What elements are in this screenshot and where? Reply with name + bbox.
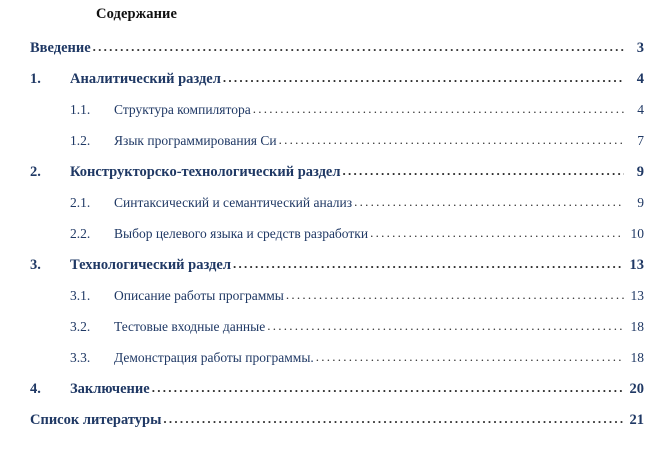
toc-leader [152,380,624,397]
toc-entry[interactable] [30,257,644,288]
toc-entry-number: 2.1. [70,195,91,210]
toc-entry-page: 18 [630,350,644,365]
toc-entry-label: Структура компилятора [114,102,251,117]
toc-entry[interactable] [30,288,644,319]
toc-entry-page: 3 [636,40,644,56]
table-of-contents [0,40,666,443]
toc-leader [286,287,624,303]
toc-entry-page: 13 [629,257,644,273]
toc-entry-number: 3. [30,257,41,273]
toc-entry-page: 4 [637,102,644,117]
toc-entry-label: Аналитический раздел [70,71,221,87]
toc-entry-label: Тестовые входные данные [114,319,266,334]
page-title: Содержание [96,6,178,22]
toc-entry-label: Введение [30,40,91,56]
toc-entry[interactable] [30,381,644,412]
toc-entry-label: Технологический раздел [70,257,231,273]
toc-entry-label: Заключение [70,381,150,397]
toc-leader [267,318,624,334]
toc-entry-number: 1.2. [70,133,91,148]
toc-leader [253,101,624,117]
toc-leader [163,411,624,428]
toc-leader [370,225,624,241]
toc-entry-page: 13 [630,288,644,303]
toc-entry[interactable] [30,350,644,381]
toc-entry-number: 3.2. [70,319,91,334]
toc-entry-number: 2. [30,164,41,180]
toc-entry[interactable] [30,40,644,71]
toc-entry[interactable] [30,133,644,164]
toc-entry-page: 9 [637,195,644,210]
toc-entry[interactable] [30,319,644,350]
toc-entry-label: Демонстрация работы программы. [114,350,314,365]
toc-leader [279,132,624,148]
toc-entry-number: 4. [30,381,41,397]
toc-entry-page: 10 [630,226,644,241]
toc-leader [233,256,624,273]
toc-entry-page: 18 [630,319,644,334]
toc-entry[interactable] [30,195,644,226]
toc-entry-number: 3.1. [70,288,91,303]
toc-entry[interactable] [30,71,644,102]
toc-entry-number: 1.1. [70,102,91,117]
toc-leader [354,194,624,210]
toc-entry[interactable] [30,102,644,133]
toc-entry-page: 20 [629,381,644,397]
toc-entry-number: 1. [30,71,41,87]
toc-entry-page: 9 [636,164,644,180]
toc-entry-label: Конструкторско-технологический раздел [70,164,341,180]
toc-leader [93,39,624,56]
toc-leader [316,349,624,365]
toc-leader [223,70,624,87]
toc-entry[interactable] [30,164,644,195]
toc-entry-label: Описание работы программы [114,288,284,303]
toc-entry[interactable] [30,226,644,257]
toc-entry-page: 7 [637,133,644,148]
toc-entry-label: Выбор целевого языка и средств разработки [114,226,369,241]
toc-entry-label: Язык программирования Си [114,133,277,148]
toc-entry-page: 21 [629,412,644,428]
toc-entry[interactable] [30,412,644,443]
toc-entry-number: 2.2. [70,226,91,241]
document-page [0,6,666,475]
toc-entry-label: Список литературы [30,412,162,428]
toc-leader [343,163,625,180]
toc-entry-page: 4 [636,71,644,87]
toc-entry-number: 3.3. [70,350,91,365]
toc-entry-label: Синтаксический и семантический анализ [114,195,353,210]
